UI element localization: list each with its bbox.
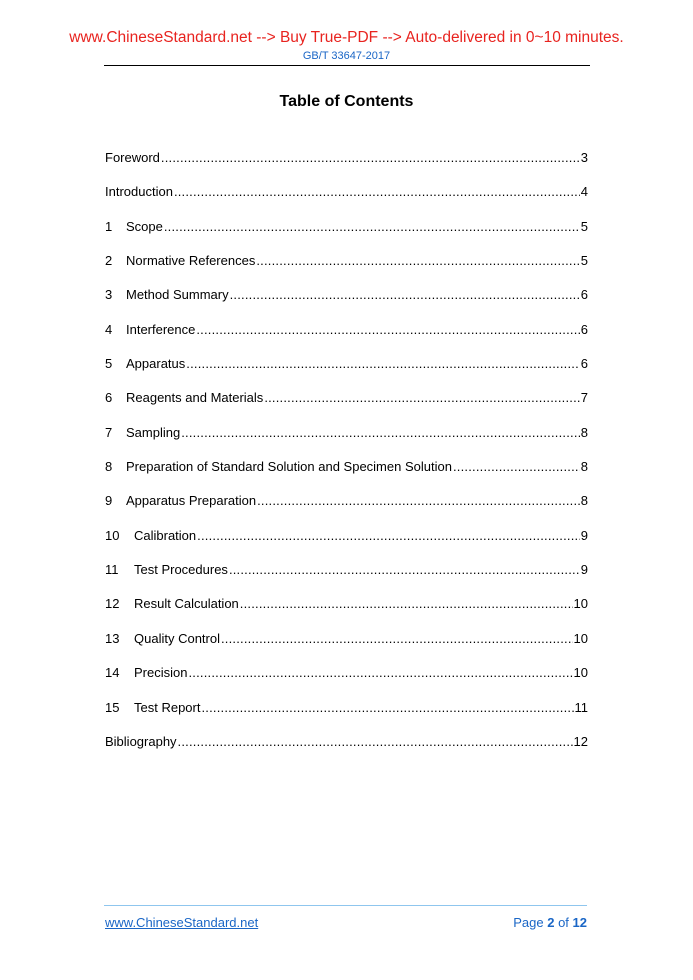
toc-entry-label: Scope bbox=[126, 218, 163, 234]
toc-entry-page: 9 bbox=[580, 527, 588, 543]
toc-entry-reagents-and-materials[interactable] bbox=[105, 390, 588, 424]
toc-entry-number: 14 bbox=[105, 665, 120, 681]
toc-entry-label: Apparatus Preparation bbox=[126, 493, 257, 509]
toc-dot-leader bbox=[453, 459, 580, 475]
toc-entry-label: Interference bbox=[126, 321, 196, 337]
toc-entry-page: 3 bbox=[580, 150, 588, 165]
toc-dot-leader bbox=[264, 390, 579, 406]
toc-entry-page: 6 bbox=[580, 321, 588, 337]
toc-entry-page: 5 bbox=[580, 218, 588, 234]
toc-entry-result-calculation[interactable] bbox=[105, 596, 588, 630]
toc-entry-page: 8 bbox=[580, 424, 588, 440]
toc-dot-leader bbox=[201, 700, 573, 716]
toc-entry-label: Preparation of Standard Solution and Specimen Solution bbox=[126, 459, 452, 475]
toc-dot-leader bbox=[257, 493, 580, 509]
toc-entry-label: Method Summary bbox=[126, 287, 229, 303]
toc-dot-leader bbox=[174, 184, 580, 200]
standard-code: GB/T 33647-2017 bbox=[302, 50, 391, 62]
toc-dot-leader bbox=[256, 253, 579, 269]
header-divider bbox=[104, 65, 590, 66]
toc-entry-label: Bibliography bbox=[105, 733, 177, 749]
page-title: Table of Contents bbox=[279, 93, 414, 110]
toc-entry-number: 6 bbox=[105, 390, 113, 406]
toc-entry-label: Result Calculation bbox=[134, 596, 239, 612]
toc-entry-number: 1 bbox=[105, 218, 113, 234]
current-page-number: 2 bbox=[547, 915, 555, 930]
toc-entry-label: Introduction bbox=[105, 184, 173, 200]
page-of-label: of bbox=[558, 915, 569, 930]
toc-entry-label: Apparatus bbox=[126, 356, 186, 372]
purchase-banner[interactable]: www.ChineseStandard.net --> Buy True-PDF --> Auto-delivered in 0~10 minutes. bbox=[69, 29, 624, 46]
toc-entry-number: 7 bbox=[105, 424, 113, 440]
footer-divider bbox=[104, 905, 587, 906]
toc-entry-label: Test Procedures bbox=[134, 562, 228, 578]
toc-entry-page: 9 bbox=[580, 562, 588, 578]
toc-entry-number: 11 bbox=[105, 562, 119, 578]
toc-entry-label: Reagents and Materials bbox=[126, 390, 264, 406]
toc-entry-label: Normative References bbox=[126, 253, 256, 269]
toc-entry-method-summary[interactable] bbox=[105, 287, 588, 321]
toc-entry-page: 6 bbox=[580, 287, 588, 303]
toc-dot-leader bbox=[164, 219, 580, 235]
toc-dot-leader bbox=[197, 528, 580, 544]
toc-entry-preparation-of-solutions[interactable] bbox=[105, 459, 588, 493]
toc-entry-foreword[interactable] bbox=[105, 150, 588, 184]
toc-entry-page: 10 bbox=[573, 596, 588, 612]
toc-entry-sampling[interactable] bbox=[105, 425, 588, 459]
toc-dot-leader bbox=[229, 562, 580, 578]
toc-entry-label: Quality Control bbox=[134, 630, 220, 646]
toc-dot-leader bbox=[240, 596, 573, 612]
toc-entry-label: Precision bbox=[134, 665, 188, 681]
toc-entry-scope[interactable] bbox=[105, 219, 588, 253]
toc-entry-quality-control[interactable] bbox=[105, 631, 588, 665]
toc-dot-leader bbox=[188, 665, 572, 681]
toc-dot-leader bbox=[230, 287, 580, 303]
toc-entry-page: 12 bbox=[573, 733, 588, 749]
toc-entry-number: 9 bbox=[105, 493, 113, 509]
toc-dot-leader bbox=[196, 322, 579, 338]
page-indicator bbox=[513, 915, 587, 930]
toc-entry-page: 8 bbox=[580, 459, 588, 475]
toc-entry-label: Sampling bbox=[126, 424, 181, 440]
toc-entry-number: 2 bbox=[105, 253, 113, 269]
toc-entry-number: 8 bbox=[105, 459, 113, 475]
toc-entry-interference[interactable] bbox=[105, 322, 588, 356]
toc-entry-number: 4 bbox=[105, 321, 113, 337]
toc-entry-page: 4 bbox=[580, 184, 588, 200]
toc-entry-page: 10 bbox=[573, 665, 588, 681]
toc-entry-normative-references[interactable] bbox=[105, 253, 588, 287]
toc-entry-precision[interactable] bbox=[105, 665, 588, 699]
toc-entry-page: 8 bbox=[580, 493, 588, 509]
toc-entry-label: Foreword bbox=[105, 150, 160, 165]
toc-dot-leader bbox=[186, 356, 580, 372]
toc-entry-test-report[interactable] bbox=[105, 700, 588, 734]
page-prefix: Page bbox=[513, 915, 544, 930]
toc-entry-label: Test Report bbox=[134, 699, 201, 715]
table-of-contents bbox=[105, 150, 588, 768]
toc-entry-apparatus[interactable] bbox=[105, 356, 588, 390]
toc-entry-apparatus-preparation[interactable] bbox=[105, 493, 588, 527]
toc-entry-number: 5 bbox=[105, 356, 113, 372]
toc-entry-number: 12 bbox=[105, 596, 120, 612]
toc-entry-page: 10 bbox=[573, 630, 588, 646]
toc-entry-page: 6 bbox=[580, 356, 588, 372]
toc-dot-leader bbox=[181, 425, 580, 441]
toc-entry-test-procedures[interactable] bbox=[105, 562, 588, 596]
toc-dot-leader bbox=[221, 631, 573, 647]
footer-website-link[interactable]: www.ChineseStandard.net bbox=[105, 915, 259, 930]
toc-entry-number: 13 bbox=[105, 630, 120, 646]
toc-entry-page: 7 bbox=[580, 390, 588, 406]
toc-entry-label: Calibration bbox=[134, 527, 197, 543]
toc-dot-leader bbox=[161, 150, 580, 166]
total-pages-number: 12 bbox=[572, 915, 587, 930]
toc-entry-calibration[interactable] bbox=[105, 528, 588, 562]
toc-entry-page: 11 bbox=[574, 699, 588, 715]
toc-entry-introduction[interactable] bbox=[105, 184, 588, 218]
toc-entry-number: 10 bbox=[105, 527, 120, 543]
toc-entry-number: 15 bbox=[105, 699, 120, 715]
toc-entry-number: 3 bbox=[105, 287, 113, 303]
toc-entry-bibliography[interactable] bbox=[105, 734, 588, 768]
toc-entry-page: 5 bbox=[580, 253, 588, 269]
toc-dot-leader bbox=[178, 734, 573, 750]
